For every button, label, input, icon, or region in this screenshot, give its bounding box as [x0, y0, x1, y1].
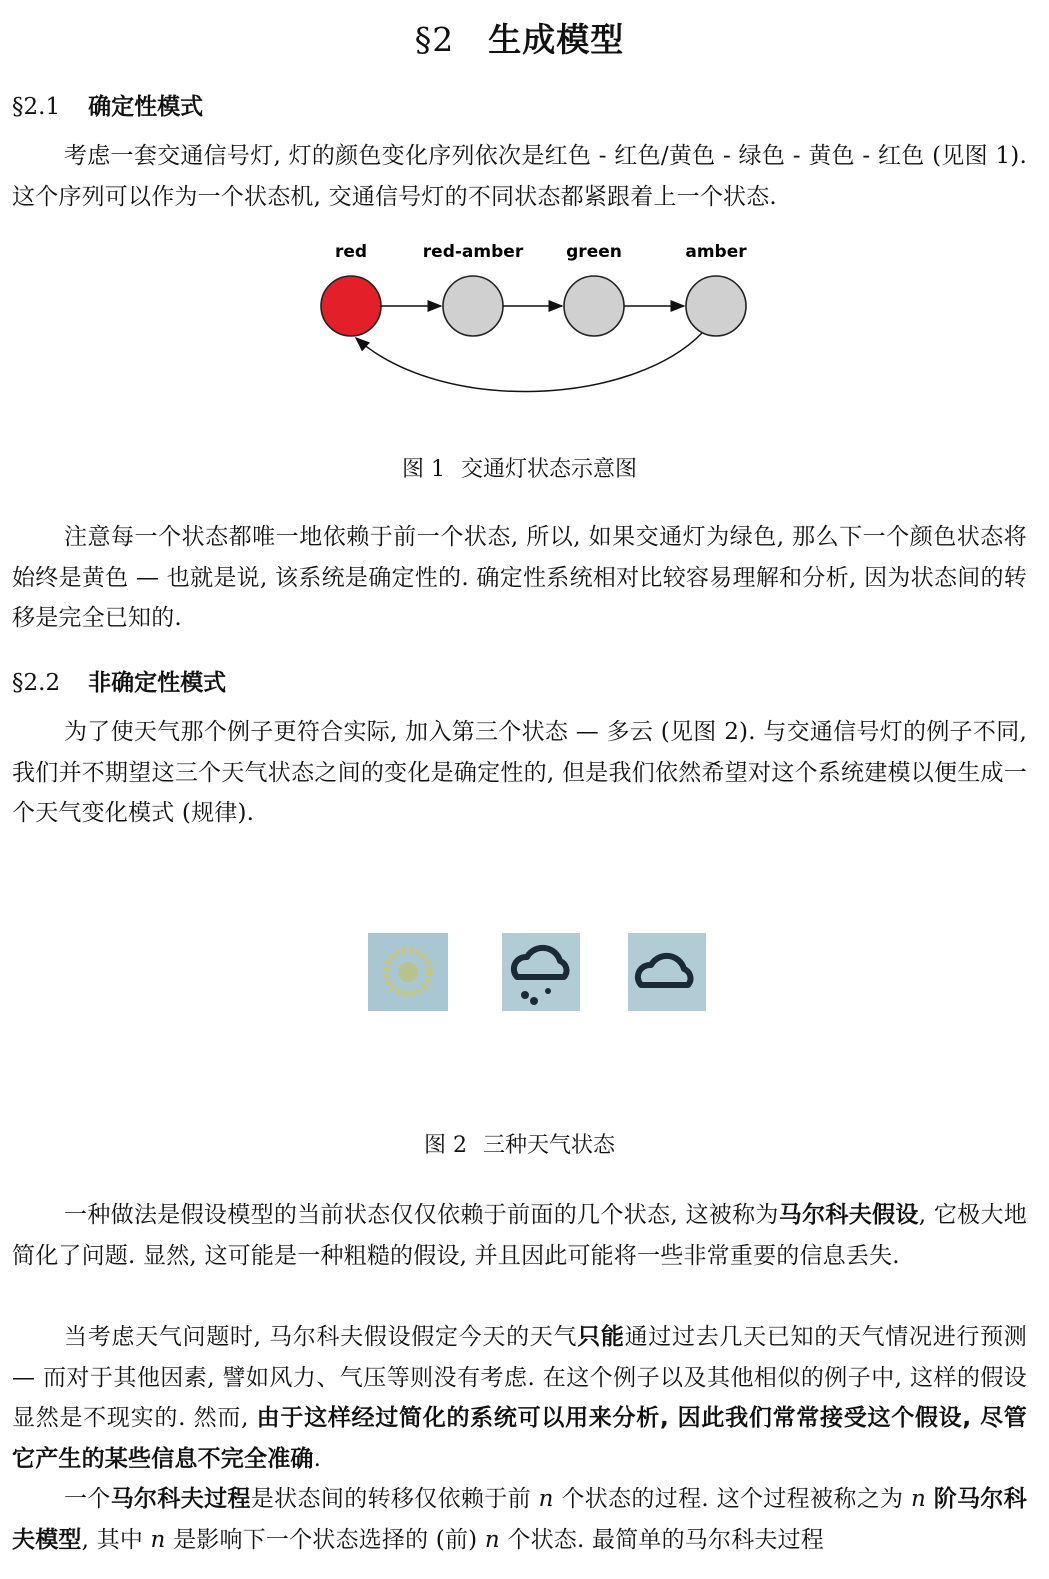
figure-1-caption: [12, 452, 1027, 483]
cloud-icon: [628, 933, 706, 1011]
state-node-green: [564, 276, 624, 336]
math-n: n: [911, 1486, 927, 1512]
figure-2-caption: [12, 1128, 1027, 1159]
subsection-title-2: 非确定性模式: [88, 670, 227, 696]
state-node-red-amber: [443, 276, 503, 336]
paragraph-markov-assumption: [12, 1195, 1027, 1276]
subsection-heading-2: [12, 664, 226, 697]
math-n: n: [484, 1526, 500, 1553]
text-run: 一种做法是假设模型的当前状态仅仅依赖于前面的几个状态, 这被称为: [64, 1202, 779, 1228]
paragraph-markov-process: [12, 1479, 1027, 1560]
section-number: §2: [414, 20, 455, 59]
term-markov-process: 马尔科夫过程: [110, 1486, 251, 1512]
section-heading: [12, 14, 1027, 61]
subsection-number-2: §2.2: [12, 670, 61, 696]
text-run: 是状态间的转移仅依赖于前: [250, 1486, 539, 1512]
state-node-amber: [686, 276, 746, 336]
paragraph-deterministic: 注意每一个状态都唯一地依赖于前一个状态, 所以, 如果交通灯为绿色, 那么下一个颜色状态将始终是黄色 — 也就是说, 该系统是确定性的. 确定性系统相对比较容易理解和分析, 因为状态间的转移是完全已知的.: [12, 524, 1027, 631]
return-arrow: [356, 333, 702, 392]
emphasis-only: 只能: [577, 1324, 625, 1350]
state-label-green: green: [566, 242, 622, 262]
figure-1-label: 图 1: [401, 457, 445, 482]
math-n: n: [538, 1486, 554, 1512]
subsection-heading-1: [12, 88, 203, 121]
figure-1-caption-text: 交通灯状态示意图: [460, 457, 637, 482]
emphasis-statement: 由于这样经过简化的系统可以用来分析, 因此我们常常接受这个假设, 尽管它产生的某些信息不完全准确: [12, 1405, 1027, 1472]
paragraph-weather-prediction: [12, 1317, 1027, 1479]
text-run: 是影响下一个状态选择的 (前): [165, 1526, 485, 1553]
text-run: [926, 1486, 934, 1512]
text-run: , 其中: [81, 1526, 151, 1553]
term-nth-order-markov-model: 阶马尔科夫模型: [12, 1486, 1027, 1553]
rain-cloud-icon: [502, 933, 580, 1011]
paragraph-traffic-light: 考虑一套交通信号灯, 灯的颜色变化序列依次是红色 - 红色/黄色 - 绿色 - 黄色 - 红色 (见图 1). 这个序列可以作为一个状态机, 交通信号灯的不同状态都紧跟着上一个状态.: [12, 143, 1027, 210]
figure-2-label: 图 2: [423, 1133, 467, 1158]
text-run: 个状态的过程. 这个过程被称之为: [553, 1486, 912, 1512]
subsection-number-1: §2.1: [12, 94, 61, 120]
weather-states-figure: [352, 915, 732, 1035]
text-run: 一个: [64, 1486, 111, 1512]
sunny-icon: [368, 933, 448, 1011]
state-label-red-amber: red-amber: [422, 242, 524, 262]
section-title: 生成模型: [488, 20, 625, 59]
paragraph-nondeterministic: 为了使天气那个例子更符合实际, 加入第三个状态 — 多云 (见图 2). 与交通信号灯的例子不同, 我们并不期望这三个天气状态之间的变化是确定性的, 但是我们依然希望对这个系统建模以便生成一个天气变化模式 (规律).: [12, 719, 1027, 826]
term-markov-assumption: 马尔科夫假设: [778, 1202, 919, 1228]
text-run: , 它极大地简化了问题. 显然, 这可能是一种粗糙的假设, 并且因此可能将一些非常重要的信息丢失.: [12, 1202, 1028, 1269]
text-run: 当考虑天气问题时, 马尔科夫假设假定今天的天气: [64, 1324, 578, 1350]
state-label-amber: amber: [685, 242, 747, 262]
traffic-light-state-diagram: [302, 230, 762, 410]
subsection-title-1: 确定性模式: [88, 94, 204, 120]
math-n: n: [150, 1526, 166, 1553]
text-run: 个状态. 最简单的马尔科夫过程: [499, 1526, 824, 1553]
text-run: .: [313, 1445, 322, 1472]
text-run: 通过过去几天已知的天气情况进行预测 — 而对于其他因素, 譬如风力、气压等则没有考虑. 在这个例子以及其他相似的例子中, 这样的假设显然是不现实的. 然而,: [12, 1324, 1027, 1431]
state-node-red: [321, 276, 381, 336]
figure-2-caption-text: 三种天气状态: [482, 1133, 615, 1158]
state-label-red: red: [334, 242, 368, 262]
